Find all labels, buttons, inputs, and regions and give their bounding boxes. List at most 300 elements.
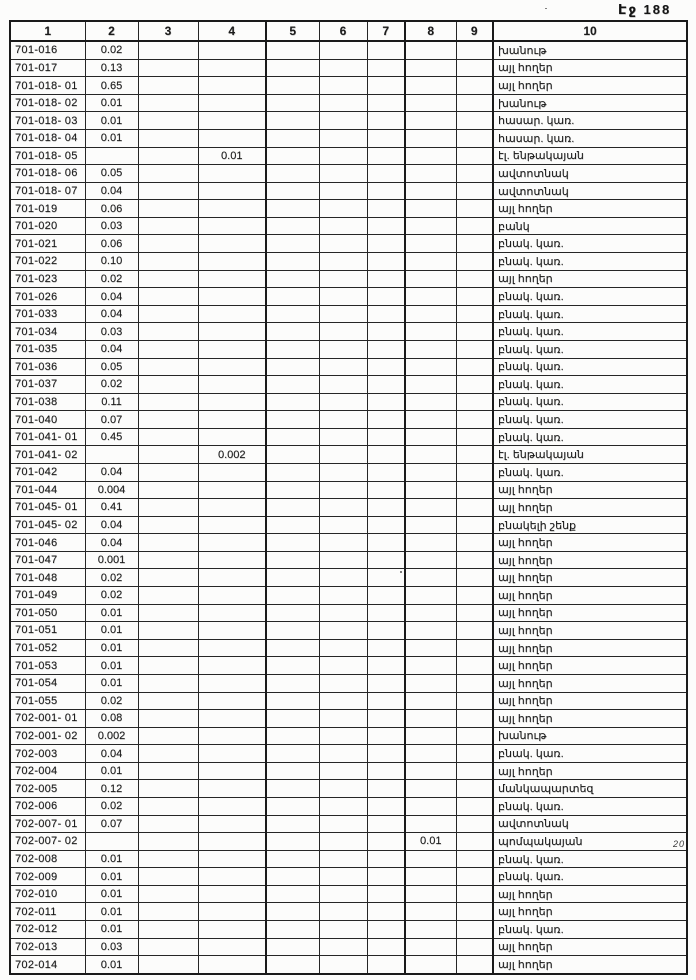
parcel-code-cell: 701-045- 01	[10, 499, 85, 517]
col3-cell	[138, 270, 198, 288]
land-use-cell: այլ հողեր	[493, 938, 687, 956]
col9-cell	[456, 745, 493, 763]
parcel-code-cell: 701-052	[10, 639, 85, 657]
land-use-cell: բնակ. կառ.	[493, 253, 687, 271]
table-row	[10, 77, 687, 95]
land-use-cell: բնակ. կառ.	[493, 340, 687, 358]
col3-cell	[138, 130, 198, 148]
parcel-code-cell: 701-050	[10, 604, 85, 622]
col3-cell	[138, 551, 198, 569]
land-use-cell: այլ հողեր	[493, 569, 687, 587]
col6-cell	[319, 903, 367, 921]
area-col2-cell: 0.03	[85, 323, 138, 341]
col9-cell	[456, 41, 493, 59]
col7-cell	[367, 446, 405, 464]
parcel-code-cell: 702-009	[10, 868, 85, 886]
parcel-code-cell: 701-036	[10, 358, 85, 376]
col7-cell	[367, 393, 405, 411]
area-col8-cell	[405, 516, 456, 534]
col5-cell	[266, 270, 319, 288]
parcel-code-cell: 701-048	[10, 569, 85, 587]
area-col8-cell	[405, 411, 456, 429]
col7-cell	[367, 938, 405, 956]
col5-cell	[266, 674, 319, 692]
land-use-cell: ավտոտնակ	[493, 182, 687, 200]
area-col2-cell: 0.02	[85, 797, 138, 815]
parcel-code-cell: 701-047	[10, 551, 85, 569]
col7-cell	[367, 657, 405, 675]
area-col4-cell	[198, 464, 266, 482]
area-col2-cell: 0.11	[85, 393, 138, 411]
col9-cell	[456, 200, 493, 218]
col7-cell	[367, 499, 405, 517]
column-header-5: 5	[266, 21, 319, 41]
col6-cell	[319, 464, 367, 482]
area-col8-cell	[405, 815, 456, 833]
parcel-code-cell: 702-001- 01	[10, 710, 85, 728]
parcel-code-cell: 701-041- 01	[10, 428, 85, 446]
col3-cell	[138, 674, 198, 692]
parcel-code-cell: 702-007- 01	[10, 815, 85, 833]
land-use-cell: բնակ. կառ.	[493, 797, 687, 815]
area-col2-cell: 0.04	[85, 182, 138, 200]
table-row	[10, 305, 687, 323]
cadastral-table	[9, 20, 688, 975]
parcel-code-cell: 701-035	[10, 340, 85, 358]
col7-cell	[367, 305, 405, 323]
area-col2-cell: 0.01	[85, 956, 138, 974]
col5-cell	[266, 217, 319, 235]
area-col2-cell: 0.01	[85, 130, 138, 148]
col7-cell	[367, 481, 405, 499]
area-col2-cell: 0.04	[85, 288, 138, 306]
area-col2-cell: 0.02	[85, 41, 138, 59]
area-col8-cell	[405, 235, 456, 253]
col3-cell	[138, 358, 198, 376]
col6-cell	[319, 182, 367, 200]
area-col8-cell	[405, 393, 456, 411]
col6-cell	[319, 674, 367, 692]
col7-cell	[367, 534, 405, 552]
area-col8-cell	[405, 464, 456, 482]
area-col2-cell: 0.06	[85, 200, 138, 218]
col3-cell	[138, 850, 198, 868]
parcel-code-cell: 701-018- 06	[10, 165, 85, 183]
col7-cell	[367, 868, 405, 886]
land-use-cell: այլ հողեր	[493, 551, 687, 569]
column-header-3: 3	[138, 21, 198, 41]
parcel-code-cell: 702-008	[10, 850, 85, 868]
col5-cell	[266, 288, 319, 306]
area-col2-cell	[85, 446, 138, 464]
area-col8-cell	[405, 253, 456, 271]
area-col2-cell	[85, 147, 138, 165]
land-use-cell: այլ հողեր	[493, 270, 687, 288]
col7-cell	[367, 587, 405, 605]
land-use-cell: բնակ. կառ.	[493, 393, 687, 411]
col5-cell	[266, 481, 319, 499]
col9-cell	[456, 165, 493, 183]
table-row	[10, 727, 687, 745]
land-use-cell: բնակ. կառ.	[493, 323, 687, 341]
table-row	[10, 182, 687, 200]
table-row	[10, 270, 687, 288]
col3-cell	[138, 77, 198, 95]
area-col4-cell	[198, 885, 266, 903]
area-col2-cell: 0.04	[85, 745, 138, 763]
col3-cell	[138, 446, 198, 464]
table-row	[10, 376, 687, 394]
col3-cell	[138, 499, 198, 517]
col9-cell	[456, 428, 493, 446]
col3-cell	[138, 762, 198, 780]
col5-cell	[266, 147, 319, 165]
area-col4-cell	[198, 41, 266, 59]
col3-cell	[138, 797, 198, 815]
col6-cell	[319, 217, 367, 235]
parcel-code-cell: 701-038	[10, 393, 85, 411]
land-use-cell: ավտոտնակ	[493, 815, 687, 833]
table-row	[10, 921, 687, 939]
col7-cell	[367, 815, 405, 833]
col7-cell	[367, 850, 405, 868]
col9-cell	[456, 376, 493, 394]
table-row	[10, 411, 687, 429]
parcel-code-cell: 701-018- 04	[10, 130, 85, 148]
area-col2-cell: 0.06	[85, 235, 138, 253]
area-col4-cell	[198, 376, 266, 394]
area-col4-cell: 0.01	[198, 147, 266, 165]
col7-cell	[367, 147, 405, 165]
land-use-cell: այլ հողեր	[493, 956, 687, 974]
area-col8-cell	[405, 305, 456, 323]
col9-cell	[456, 340, 493, 358]
col5-cell	[266, 657, 319, 675]
parcel-code-cell: 701-034	[10, 323, 85, 341]
land-use-cell: բնակ. կառ.	[493, 235, 687, 253]
area-col2-cell: 0.04	[85, 340, 138, 358]
area-col8-cell	[405, 358, 456, 376]
area-col2-cell: 0.01	[85, 622, 138, 640]
col6-cell	[319, 147, 367, 165]
area-col4-cell	[198, 481, 266, 499]
col7-cell	[367, 59, 405, 77]
col6-cell	[319, 411, 367, 429]
table-row	[10, 165, 687, 183]
col7-cell	[367, 639, 405, 657]
col7-cell	[367, 745, 405, 763]
col3-cell	[138, 340, 198, 358]
col9-cell	[456, 903, 493, 921]
area-col4-cell	[198, 112, 266, 130]
area-col8-cell	[405, 710, 456, 728]
col5-cell	[266, 622, 319, 640]
column-header-8: 8	[405, 21, 456, 41]
table-body	[10, 41, 687, 974]
col6-cell	[319, 657, 367, 675]
area-col4-cell	[198, 499, 266, 517]
col3-cell	[138, 657, 198, 675]
col6-cell	[319, 569, 367, 587]
col7-cell	[367, 358, 405, 376]
land-use-cell: էլ. ենթակայան	[493, 446, 687, 464]
col6-cell	[319, 956, 367, 974]
col5-cell	[266, 797, 319, 815]
area-col8-cell	[405, 165, 456, 183]
col7-cell	[367, 516, 405, 534]
area-col8-cell	[405, 903, 456, 921]
area-col4-cell	[198, 534, 266, 552]
area-col8-cell	[405, 499, 456, 517]
area-col4-cell	[198, 710, 266, 728]
area-col8-cell	[405, 657, 456, 675]
parcel-code-cell: 701-049	[10, 587, 85, 605]
area-col4-cell	[198, 288, 266, 306]
parcel-code-cell: 701-016	[10, 41, 85, 59]
land-use-cell: այլ հողեր	[493, 587, 687, 605]
col3-cell	[138, 428, 198, 446]
col5-cell	[266, 534, 319, 552]
area-col4-cell	[198, 674, 266, 692]
col7-cell	[367, 692, 405, 710]
table-row	[10, 885, 687, 903]
area-col2-cell: 0.02	[85, 270, 138, 288]
parcel-code-cell: 702-006	[10, 797, 85, 815]
page-number-label: Էջ 188	[618, 2, 672, 17]
area-col8-cell	[405, 481, 456, 499]
col9-cell	[456, 868, 493, 886]
col3-cell	[138, 481, 198, 499]
col9-cell	[456, 305, 493, 323]
table-row	[10, 692, 687, 710]
table-row	[10, 797, 687, 815]
table-row	[10, 393, 687, 411]
area-col4-cell	[198, 200, 266, 218]
col9-cell	[456, 797, 493, 815]
table-row	[10, 587, 687, 605]
column-header-6: 6	[319, 21, 367, 41]
area-col8-cell	[405, 534, 456, 552]
area-col2-cell: 0.01	[85, 674, 138, 692]
area-col2-cell: 0.07	[85, 815, 138, 833]
col3-cell	[138, 622, 198, 640]
col5-cell	[266, 200, 319, 218]
col9-cell	[456, 516, 493, 534]
col3-cell	[138, 235, 198, 253]
area-col4-cell	[198, 745, 266, 763]
col7-cell	[367, 797, 405, 815]
col6-cell	[319, 288, 367, 306]
col5-cell	[266, 130, 319, 148]
parcel-code-cell: 702-007- 02	[10, 833, 85, 851]
col6-cell	[319, 587, 367, 605]
area-col2-cell: 0.04	[85, 464, 138, 482]
col3-cell	[138, 833, 198, 851]
parcel-code-cell: 701-046	[10, 534, 85, 552]
col5-cell	[266, 41, 319, 59]
table-row	[10, 323, 687, 341]
parcel-code-cell: 701-018- 02	[10, 94, 85, 112]
area-col2-cell: 0.001	[85, 551, 138, 569]
col6-cell	[319, 745, 367, 763]
col9-cell	[456, 411, 493, 429]
area-col4-cell	[198, 305, 266, 323]
col9-cell	[456, 393, 493, 411]
col7-cell	[367, 165, 405, 183]
area-col4-cell: 0.002	[198, 446, 266, 464]
table-row	[10, 780, 687, 798]
table-row	[10, 745, 687, 763]
col7-cell	[367, 903, 405, 921]
area-col8-cell	[405, 622, 456, 640]
area-col4-cell	[198, 569, 266, 587]
land-use-cell: բնակ. կառ.	[493, 464, 687, 482]
area-col8-cell	[405, 340, 456, 358]
land-use-cell: այլ հողեր	[493, 692, 687, 710]
col9-cell	[456, 551, 493, 569]
parcel-code-cell: 701-040	[10, 411, 85, 429]
table-row	[10, 499, 687, 517]
table-row	[10, 464, 687, 482]
area-col8-cell	[405, 200, 456, 218]
area-col4-cell	[198, 411, 266, 429]
area-col2-cell: 0.004	[85, 481, 138, 499]
parcel-code-cell: 702-011	[10, 903, 85, 921]
area-col8-cell	[405, 797, 456, 815]
land-use-cell: այլ հողեր	[493, 762, 687, 780]
area-col2-cell: 0.45	[85, 428, 138, 446]
area-col4-cell	[198, 94, 266, 112]
col6-cell	[319, 270, 367, 288]
col9-cell	[456, 657, 493, 675]
parcel-code-cell: 702-014	[10, 956, 85, 974]
area-col2-cell: 0.01	[85, 112, 138, 130]
parcel-code-cell: 701-033	[10, 305, 85, 323]
col5-cell	[266, 358, 319, 376]
col3-cell	[138, 815, 198, 833]
area-col8-cell	[405, 446, 456, 464]
table-row	[10, 534, 687, 552]
col6-cell	[319, 938, 367, 956]
land-use-cell: այլ հողեր	[493, 903, 687, 921]
area-col4-cell	[198, 165, 266, 183]
col6-cell	[319, 376, 367, 394]
area-col4-cell	[198, 692, 266, 710]
col9-cell	[456, 94, 493, 112]
table-row	[10, 569, 687, 587]
col9-cell	[456, 833, 493, 851]
col7-cell	[367, 428, 405, 446]
col9-cell	[456, 235, 493, 253]
area-col8-cell	[405, 59, 456, 77]
col7-cell	[367, 551, 405, 569]
land-use-cell: բնակ. կառ.	[493, 428, 687, 446]
col7-cell	[367, 762, 405, 780]
area-col8-cell	[405, 288, 456, 306]
land-use-cell: ավտոտնակ	[493, 165, 687, 183]
area-col2-cell: 0.65	[85, 77, 138, 95]
col3-cell	[138, 94, 198, 112]
parcel-code-cell: 701-018- 07	[10, 182, 85, 200]
col9-cell	[456, 481, 493, 499]
area-col4-cell	[198, 762, 266, 780]
col9-cell	[456, 112, 493, 130]
area-col2-cell: 0.01	[85, 868, 138, 886]
area-col2-cell: 0.13	[85, 59, 138, 77]
col5-cell	[266, 340, 319, 358]
area-col8-cell	[405, 587, 456, 605]
col9-cell	[456, 569, 493, 587]
area-col2-cell: 0.02	[85, 692, 138, 710]
table-row	[10, 762, 687, 780]
col5-cell	[266, 94, 319, 112]
col9-cell	[456, 762, 493, 780]
area-col8-cell	[405, 885, 456, 903]
col6-cell	[319, 639, 367, 657]
col6-cell	[319, 305, 367, 323]
land-use-cell: այլ հողեր	[493, 885, 687, 903]
col7-cell	[367, 464, 405, 482]
col5-cell	[266, 112, 319, 130]
col5-cell	[266, 411, 319, 429]
land-use-cell: բնակ. կառ.	[493, 411, 687, 429]
col5-cell	[266, 323, 319, 341]
col9-cell	[456, 850, 493, 868]
col7-cell	[367, 288, 405, 306]
col6-cell	[319, 604, 367, 622]
area-col4-cell	[198, 340, 266, 358]
area-col8-cell	[405, 323, 456, 341]
col3-cell	[138, 147, 198, 165]
parcel-code-cell: 702-003	[10, 745, 85, 763]
col7-cell	[367, 674, 405, 692]
area-col4-cell	[198, 727, 266, 745]
parcel-code-cell: 702-010	[10, 885, 85, 903]
column-header-4: 4	[198, 21, 266, 41]
area-col4-cell	[198, 604, 266, 622]
table-row	[10, 94, 687, 112]
col5-cell	[266, 59, 319, 77]
land-use-cell: բնակ. կառ.	[493, 358, 687, 376]
area-col4-cell	[198, 323, 266, 341]
col3-cell	[138, 587, 198, 605]
area-col8-cell: 0.01	[405, 833, 456, 851]
area-col4-cell	[198, 850, 266, 868]
parcel-code-cell: 702-013	[10, 938, 85, 956]
area-col4-cell	[198, 393, 266, 411]
table-row	[10, 288, 687, 306]
area-col4-cell	[198, 833, 266, 851]
col5-cell	[266, 885, 319, 903]
col6-cell	[319, 393, 367, 411]
col3-cell	[138, 41, 198, 59]
col7-cell	[367, 921, 405, 939]
col3-cell	[138, 253, 198, 271]
area-col8-cell	[405, 956, 456, 974]
col9-cell	[456, 182, 493, 200]
table-row	[10, 639, 687, 657]
col6-cell	[319, 358, 367, 376]
table-row	[10, 41, 687, 59]
col7-cell	[367, 182, 405, 200]
col3-cell	[138, 534, 198, 552]
col5-cell	[266, 393, 319, 411]
area-col4-cell	[198, 921, 266, 939]
col3-cell	[138, 569, 198, 587]
col9-cell	[456, 938, 493, 956]
col9-cell	[456, 622, 493, 640]
area-col4-cell	[198, 903, 266, 921]
